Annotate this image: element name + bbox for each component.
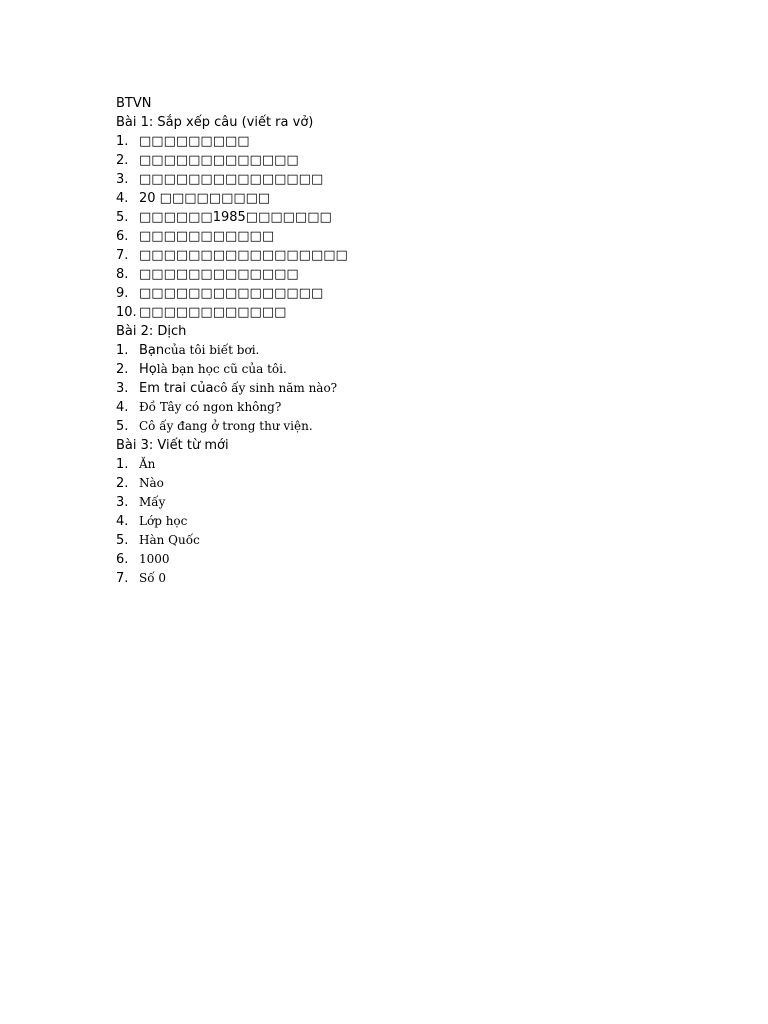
item-text-part-a: Bạn <box>139 343 165 358</box>
item-number: 4. <box>116 400 129 415</box>
list-item <box>116 170 716 189</box>
item-text: Nào <box>139 476 164 490</box>
item-text: □□□□□□1985□□□□□□□ <box>139 210 332 225</box>
item-number: 6. <box>116 229 129 244</box>
list-item <box>116 493 716 512</box>
item-number: 6. <box>116 552 129 567</box>
document-page <box>116 94 716 588</box>
item-text-part-a: Em trai của <box>139 381 214 396</box>
item-number: 1. <box>116 457 129 472</box>
list-item <box>116 550 716 569</box>
item-number: 4. <box>116 191 129 206</box>
list-item <box>116 360 716 379</box>
item-text-part-b: là bạn học cũ của tôi. <box>156 362 287 376</box>
item-number: 8. <box>116 267 129 282</box>
item-text: Lớp học <box>139 514 188 528</box>
list-item <box>116 569 716 588</box>
list-item <box>116 246 716 265</box>
item-text-part-b: Cô ấy đang ở trong thư viện. <box>139 419 313 433</box>
document-title: BTVN <box>116 96 152 111</box>
item-number: 5. <box>116 210 129 225</box>
item-text: □□□□□□□□□□□□□ <box>139 267 299 282</box>
list-item <box>116 227 716 246</box>
item-text: 1000 <box>139 552 170 566</box>
list-item <box>116 474 716 493</box>
item-text-part-b: cô ấy sinh năm nào? <box>213 381 338 395</box>
item-text: 20 □□□□□□□□□ <box>139 191 271 206</box>
list-item <box>116 208 716 227</box>
item-text-part-b: Đồ Tây có ngon không? <box>139 400 282 414</box>
list-item <box>116 455 716 474</box>
item-number: 1. <box>116 343 129 358</box>
item-number: 4. <box>116 514 129 529</box>
list-item <box>116 303 716 322</box>
list-item <box>116 132 716 151</box>
item-number: 9. <box>116 286 129 301</box>
item-text-part-a: Họ <box>139 362 157 377</box>
exercise-1-heading: Bài 1: Sắp xếp câu (viết ra vở) <box>116 115 314 130</box>
item-text: □□□□□□□□□ <box>139 134 250 149</box>
item-text: Số 0 <box>139 571 167 585</box>
exercise-2-heading: Bài 2: Dịch <box>116 324 187 339</box>
list-item <box>116 151 716 170</box>
list-item <box>116 398 716 417</box>
item-text-part-b: của tôi biết bơi. <box>164 343 260 357</box>
item-text: □□□□□□□□□□□□□ <box>139 153 299 168</box>
item-number: 2. <box>116 476 129 491</box>
item-number: 3. <box>116 495 129 510</box>
item-text: □□□□□□□□□□□□□□□ <box>139 172 324 187</box>
list-item <box>116 189 716 208</box>
list-item <box>116 379 716 398</box>
item-text: □□□□□□□□□□□□□□□ <box>139 286 324 301</box>
list-item <box>116 284 716 303</box>
item-number: 7. <box>116 571 129 586</box>
item-number: 2. <box>116 153 129 168</box>
item-number: 5. <box>116 419 129 434</box>
item-number: 1. <box>116 134 129 149</box>
item-text: □□□□□□□□□□□□□□□□□ <box>139 248 348 263</box>
list-item <box>116 341 716 360</box>
item-text: Hàn Quốc <box>139 533 200 547</box>
item-number: 7. <box>116 248 129 263</box>
list-item <box>116 265 716 284</box>
item-text: Ăn <box>139 457 156 471</box>
exercise-3-heading: Bài 3: Viết từ mới <box>116 438 229 453</box>
item-number: 5. <box>116 533 129 548</box>
item-number: 3. <box>116 381 129 396</box>
item-text: □□□□□□□□□□□□ <box>139 305 287 320</box>
list-item <box>116 417 716 436</box>
item-number: 10. <box>116 305 137 320</box>
item-text: Mấy <box>139 495 166 509</box>
item-number: 3. <box>116 172 129 187</box>
item-text: □□□□□□□□□□□ <box>139 229 275 244</box>
list-item <box>116 531 716 550</box>
list-item <box>116 512 716 531</box>
item-number: 2. <box>116 362 129 377</box>
